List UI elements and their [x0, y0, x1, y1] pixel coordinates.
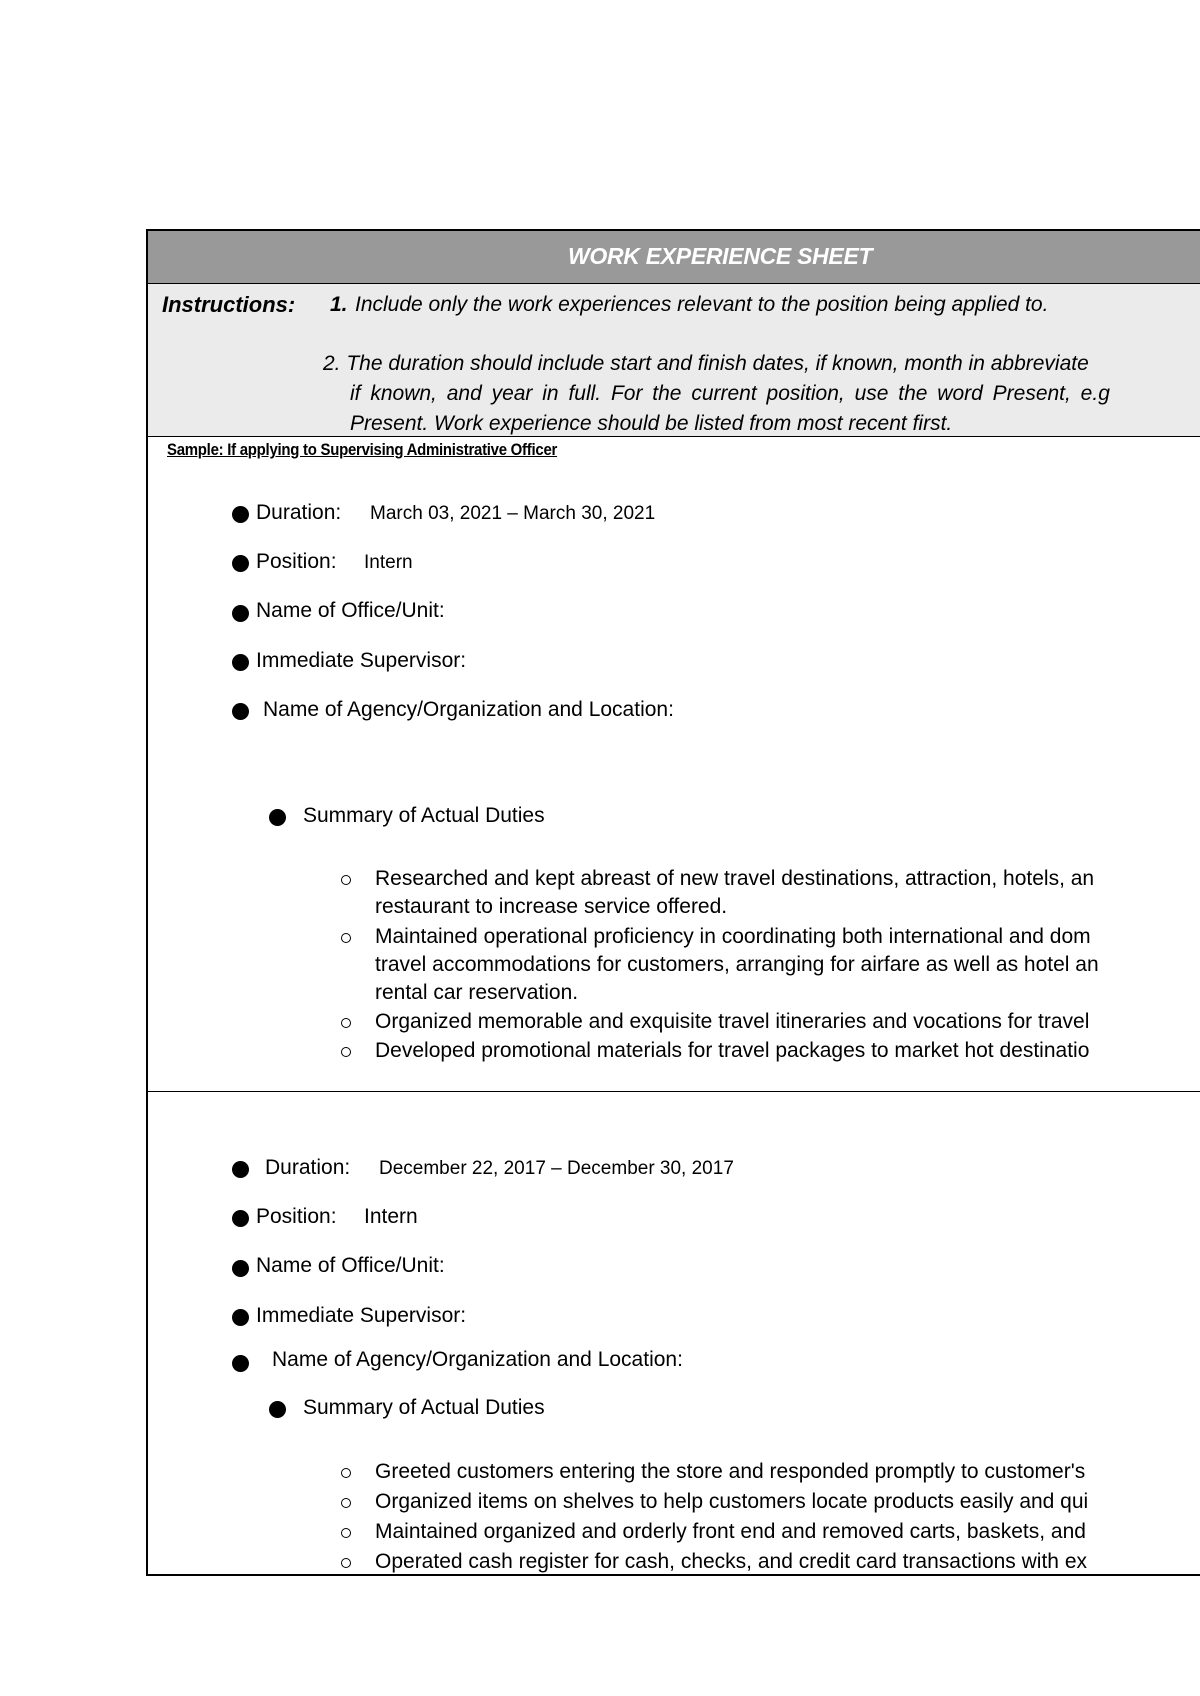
entry-divider: [148, 1091, 1200, 1092]
instruction-1-text: Include only the work experiences relevant to the position being applied to.: [355, 293, 1049, 316]
instruction-2-line-1: 2. The duration should include start and finish dates, if known, month in abbreviate: [323, 352, 1089, 375]
duty-line: Organized items on shelves to help customers locate products easily and qui: [375, 1490, 1089, 1513]
position-label: Position:: [256, 550, 337, 573]
circle-bullet-icon: [341, 1558, 351, 1568]
duty-line: Organized memorable and exquisite travel itineraries and vocations for travel: [375, 1010, 1090, 1033]
duties-label: Summary of Actual Duties: [303, 804, 545, 827]
duty-line: Developed promotional materials for travel packages to market hot destinatio: [375, 1039, 1090, 1062]
duty-line: Maintained operational proficiency in coordinating both international and dom: [375, 925, 1091, 948]
instructions-box: [148, 284, 1200, 437]
bullet-icon: [232, 1309, 249, 1326]
bullet-icon: [232, 1260, 249, 1277]
duty-line: Maintained organized and orderly front end and removed carts, baskets, and: [375, 1520, 1086, 1543]
duty-line: Researched and kept abreast of new travel destinations, attraction, hotels, an: [375, 867, 1095, 890]
instructions-label: Instructions:: [162, 292, 296, 317]
office-label: Name of Office/Unit:: [256, 599, 445, 622]
bullet-icon: [269, 1401, 286, 1418]
instruction-2-line-3: Present. Work experience should be listed from most recent first.: [350, 412, 953, 435]
sheet-title: WORK EXPERIENCE SHEET: [568, 243, 873, 269]
office-label: Name of Office/Unit:: [256, 1254, 445, 1277]
bullet-icon: [269, 809, 286, 826]
sample-heading: Sample: If applying to Supervising Administrative Officer: [167, 440, 558, 459]
bullet-icon: [232, 1161, 249, 1178]
sheet-header: [148, 231, 1200, 284]
supervisor-label: Immediate Supervisor:: [256, 1304, 467, 1327]
bullet-icon: [232, 1355, 249, 1372]
bullet-icon: [232, 703, 249, 720]
duration-label: Duration:: [265, 1156, 351, 1179]
circle-bullet-icon: [341, 1047, 351, 1057]
duty-line: travel accommodations for customers, arranging for airfare as well as hotel an: [375, 953, 1099, 976]
circle-bullet-icon: [341, 933, 351, 943]
duty-line: restaurant to increase service offered.: [375, 895, 728, 918]
duration-value: December 22, 2017 – December 30, 2017: [379, 1158, 734, 1179]
agency-label: Name of Agency/Organization and Location:: [272, 1348, 683, 1371]
agency-label: Name of Agency/Organization and Location:: [263, 698, 674, 721]
supervisor-label: Immediate Supervisor:: [256, 649, 467, 672]
bullet-icon: [232, 654, 249, 671]
duty-line: Greeted customers entering the store and responded promptly to customer's: [375, 1460, 1086, 1483]
circle-bullet-icon: [341, 1018, 351, 1028]
duration-label: Duration:: [256, 501, 342, 524]
circle-bullet-icon: [341, 875, 351, 885]
bullet-icon: [232, 1210, 249, 1227]
position-label: Position:: [256, 1205, 337, 1228]
duty-line: Operated cash register for cash, checks, and credit card transactions with ex: [375, 1550, 1088, 1573]
duties-label: Summary of Actual Duties: [303, 1396, 545, 1419]
circle-bullet-icon: [341, 1468, 351, 1478]
instruction-2-line-2: if known, and year in full. For the current position, use the word Present, e.g: [350, 382, 1110, 405]
duty-line: rental car reservation.: [375, 981, 579, 1004]
work-experience-sheet: [146, 229, 1200, 1576]
circle-bullet-icon: [341, 1528, 351, 1538]
instruction-1-number: 1.: [330, 293, 348, 316]
bullet-icon: [232, 506, 249, 523]
position-value: Intern: [364, 1205, 418, 1228]
bullet-icon: [232, 605, 249, 622]
circle-bullet-icon: [341, 1498, 351, 1508]
duration-value: March 03, 2021 – March 30, 2021: [370, 503, 656, 524]
bullet-icon: [232, 555, 249, 572]
position-value: Intern: [364, 552, 413, 573]
